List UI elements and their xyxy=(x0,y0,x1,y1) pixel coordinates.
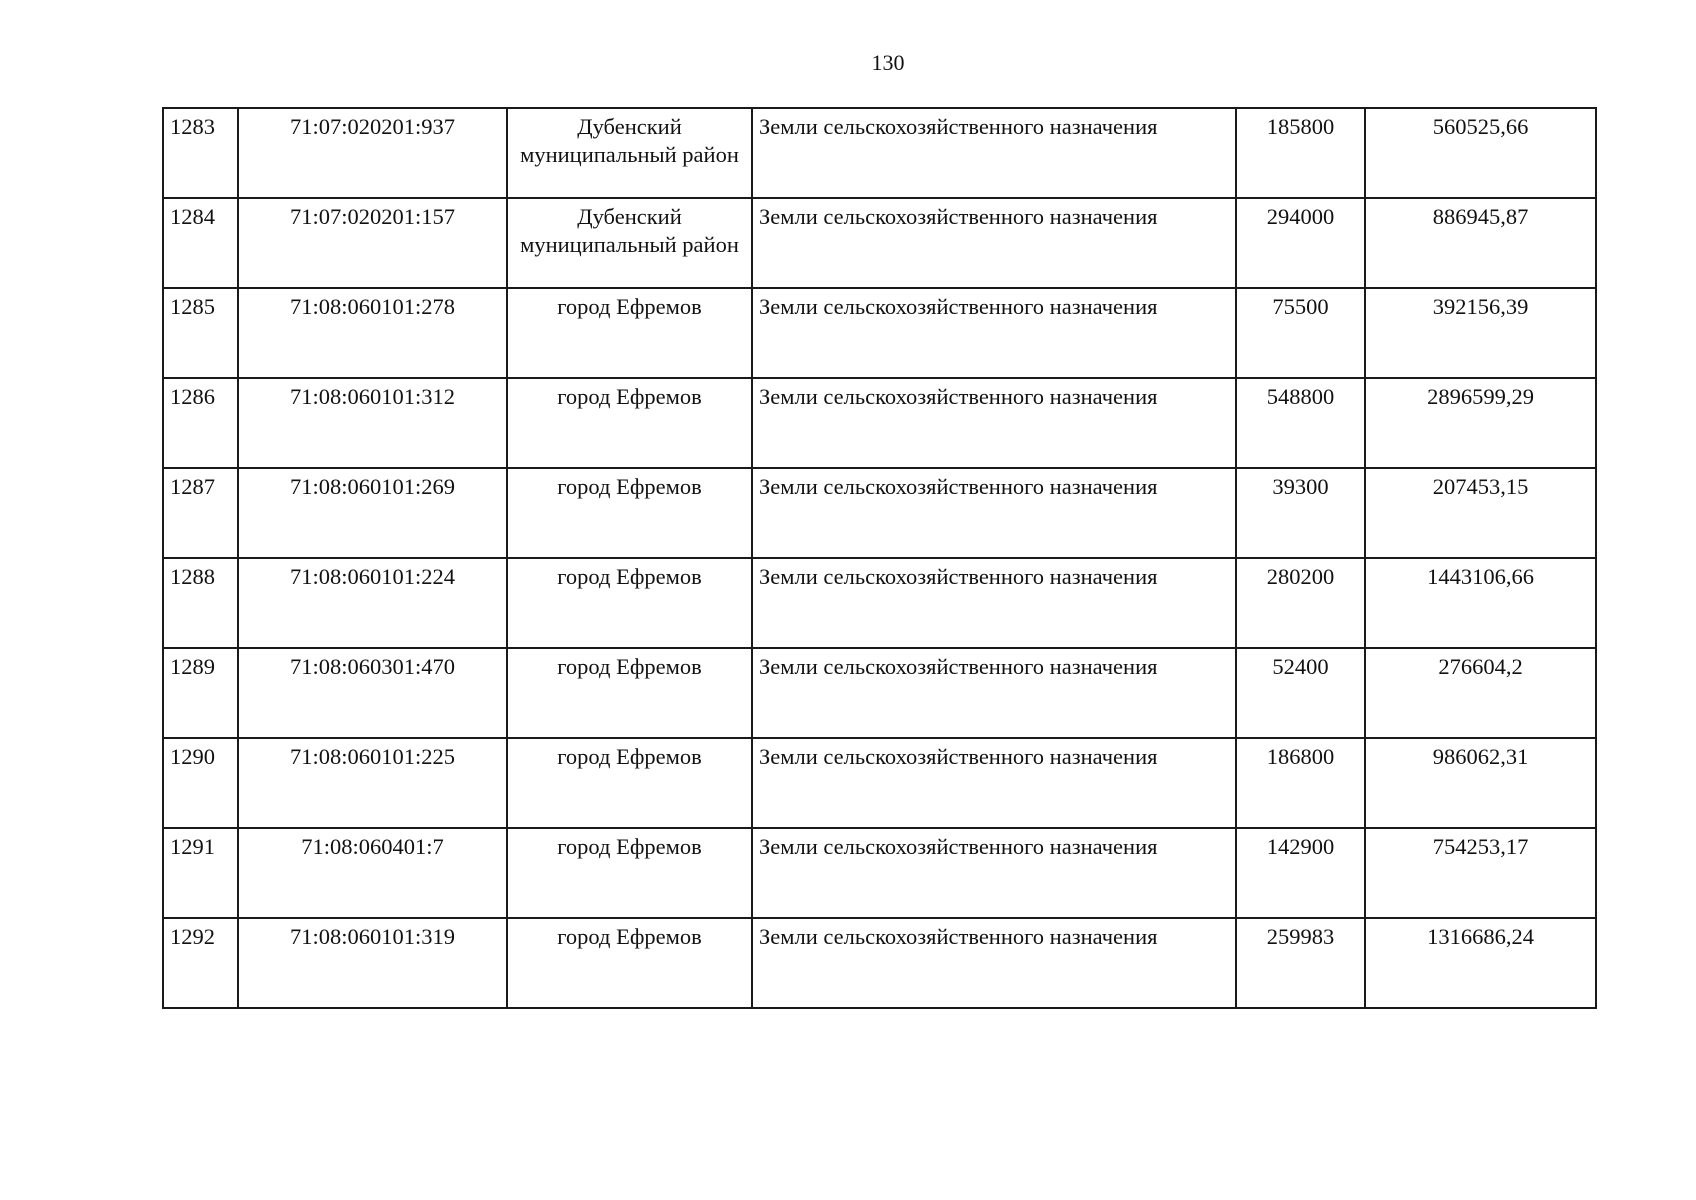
cadastral-number-cell: 71:08:060101:269 xyxy=(238,468,507,558)
land-category-cell: Земли сельскохозяйственного назначения xyxy=(752,918,1236,1008)
land-category-cell: Земли сельскохозяйственного назначения xyxy=(752,468,1236,558)
cadastral-value-cell: 1443106,66 xyxy=(1365,558,1596,648)
area-cell: 294000 xyxy=(1236,198,1365,288)
cadastral-value-cell: 886945,87 xyxy=(1365,198,1596,288)
cadastral-value-cell: 207453,15 xyxy=(1365,468,1596,558)
row-number-cell: 1291 xyxy=(163,828,238,918)
area-cell: 52400 xyxy=(1236,648,1365,738)
municipality-cell: Дубенский муниципальный район xyxy=(507,108,752,198)
cadastral-value-cell: 392156,39 xyxy=(1365,288,1596,378)
municipality-cell: город Ефремов xyxy=(507,738,752,828)
area-cell: 142900 xyxy=(1236,828,1365,918)
row-number-cell: 1287 xyxy=(163,468,238,558)
cadastral-value-cell: 276604,2 xyxy=(1365,648,1596,738)
cadastral-number-cell: 71:07:020201:157 xyxy=(238,198,507,288)
table-row xyxy=(163,378,1596,468)
row-number-cell: 1292 xyxy=(163,918,238,1008)
land-category-cell: Земли сельскохозяйственного назначения xyxy=(752,738,1236,828)
cadastral-value-cell: 1316686,24 xyxy=(1365,918,1596,1008)
land-category-cell: Земли сельскохозяйственного назначения xyxy=(752,108,1236,198)
row-number-cell: 1289 xyxy=(163,648,238,738)
area-cell: 259983 xyxy=(1236,918,1365,1008)
table-row xyxy=(163,468,1596,558)
area-cell: 39300 xyxy=(1236,468,1365,558)
area-cell: 185800 xyxy=(1236,108,1365,198)
land-category-cell: Земли сельскохозяйственного назначения xyxy=(752,558,1236,648)
page-number: 130 xyxy=(871,50,905,75)
row-number-cell: 1284 xyxy=(163,198,238,288)
area-cell: 186800 xyxy=(1236,738,1365,828)
cadastral-value-cell: 2896599,29 xyxy=(1365,378,1596,468)
table-row xyxy=(163,558,1596,648)
table-row xyxy=(163,828,1596,918)
cadastral-number-cell: 71:07:020201:937 xyxy=(238,108,507,198)
land-category-cell: Земли сельскохозяйственного назначения xyxy=(752,828,1236,918)
cadastral-number-cell: 71:08:060101:312 xyxy=(238,378,507,468)
cadastral-value-cell: 754253,17 xyxy=(1365,828,1596,918)
cadastral-value-cell: 560525,66 xyxy=(1365,108,1596,198)
table-row xyxy=(163,648,1596,738)
area-cell: 280200 xyxy=(1236,558,1365,648)
table-body xyxy=(163,108,1596,1008)
municipality-cell: город Ефремов xyxy=(507,288,752,378)
municipality-cell: Дубенский муниципальный район xyxy=(507,198,752,288)
municipality-cell: город Ефремов xyxy=(507,558,752,648)
row-number-cell: 1283 xyxy=(163,108,238,198)
land-category-cell: Земли сельскохозяйственного назначения xyxy=(752,288,1236,378)
area-cell: 548800 xyxy=(1236,378,1365,468)
row-number-cell: 1290 xyxy=(163,738,238,828)
municipality-cell: город Ефремов xyxy=(507,828,752,918)
municipality-cell: город Ефремов xyxy=(507,918,752,1008)
land-plots-table xyxy=(162,107,1597,1009)
municipality-cell: город Ефремов xyxy=(507,468,752,558)
land-category-cell: Земли сельскохозяйственного назначения xyxy=(752,378,1236,468)
row-number-cell: 1286 xyxy=(163,378,238,468)
municipality-cell: город Ефремов xyxy=(507,378,752,468)
table-row xyxy=(163,108,1596,198)
cadastral-number-cell: 71:08:060301:470 xyxy=(238,648,507,738)
cadastral-number-cell: 71:08:060401:7 xyxy=(238,828,507,918)
cadastral-value-cell: 986062,31 xyxy=(1365,738,1596,828)
row-number-cell: 1285 xyxy=(163,288,238,378)
table-row xyxy=(163,738,1596,828)
table-row xyxy=(163,288,1596,378)
cadastral-number-cell: 71:08:060101:278 xyxy=(238,288,507,378)
municipality-cell: город Ефремов xyxy=(507,648,752,738)
table-row xyxy=(163,918,1596,1008)
land-category-cell: Земли сельскохозяйственного назначения xyxy=(752,198,1236,288)
cadastral-number-cell: 71:08:060101:319 xyxy=(238,918,507,1008)
table-row xyxy=(163,198,1596,288)
cadastral-number-cell: 71:08:060101:224 xyxy=(238,558,507,648)
land-category-cell: Земли сельскохозяйственного назначения xyxy=(752,648,1236,738)
row-number-cell: 1288 xyxy=(163,558,238,648)
cadastral-number-cell: 71:08:060101:225 xyxy=(238,738,507,828)
area-cell: 75500 xyxy=(1236,288,1365,378)
